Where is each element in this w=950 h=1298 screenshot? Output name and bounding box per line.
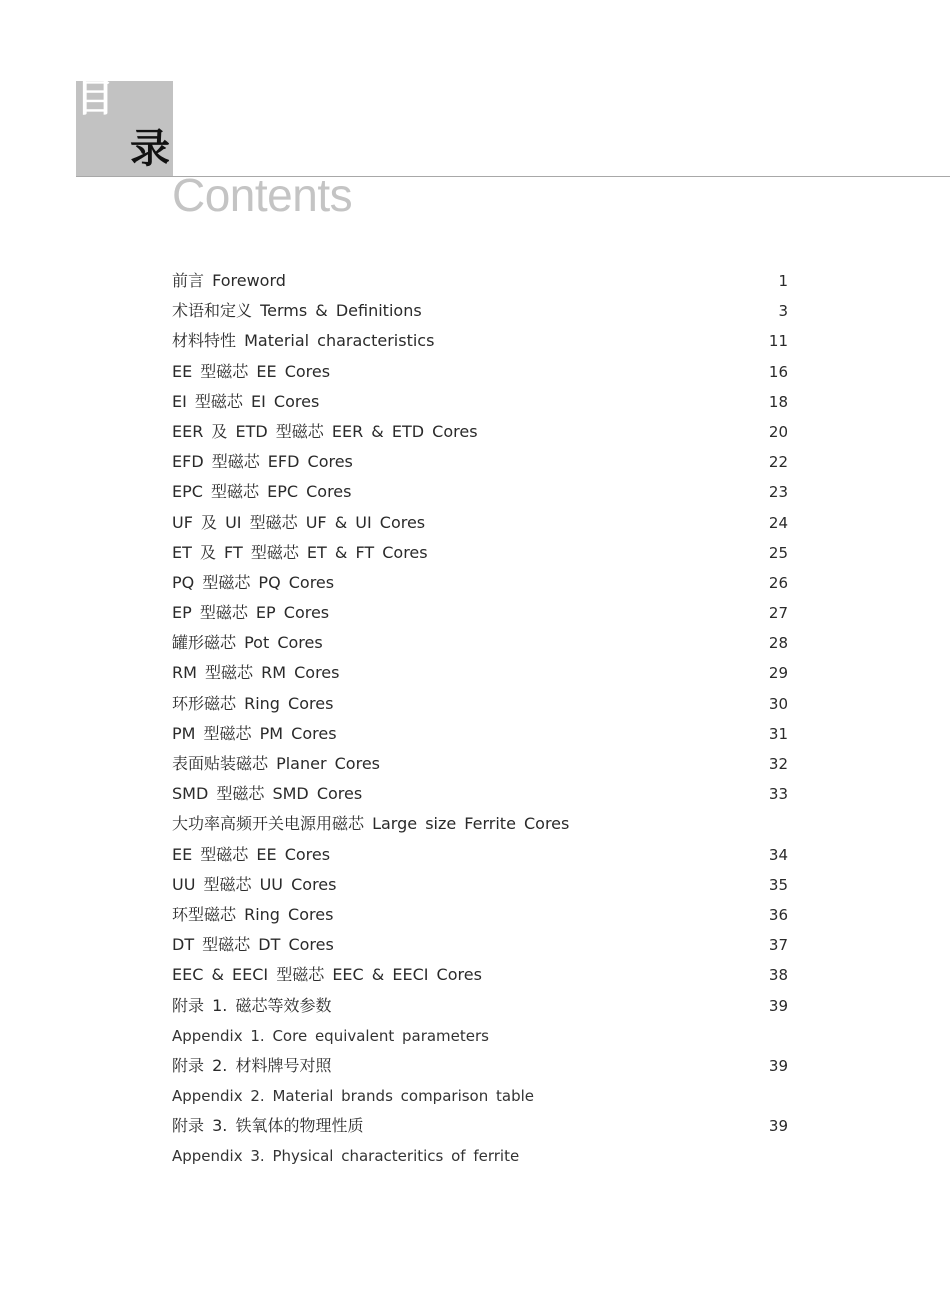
toc-entry[interactable]: [172, 689, 792, 719]
toc-entry-label: PQ 型磁芯 PQ Cores: [172, 572, 335, 592]
toc-entry[interactable]: [172, 719, 792, 749]
toc-entry[interactable]: [172, 749, 792, 779]
toc-entry[interactable]: [172, 960, 792, 990]
toc-entry-label: 环型磁芯 Ring Cores: [172, 904, 334, 924]
toc-entry-page: 36: [768, 905, 788, 924]
heading-char-mu: 目: [76, 78, 115, 118]
toc-entry-label: EI 型磁芯 EI Cores: [172, 391, 320, 411]
toc-entry-label: PM 型磁芯 PM Cores: [172, 723, 337, 743]
toc-entry[interactable]: [172, 1111, 792, 1141]
toc-entry[interactable]: [172, 870, 792, 900]
toc-entry-page: 39: [768, 1117, 788, 1136]
toc-entry[interactable]: [172, 779, 792, 809]
toc-entry[interactable]: [172, 296, 792, 326]
toc-entry-page: 37: [768, 936, 788, 955]
toc-entry-label: 术语和定义 Terms & Definitions: [172, 301, 422, 321]
toc-entry-page: 35: [768, 875, 788, 894]
toc-entry-label: EPC 型磁芯 EPC Cores: [172, 482, 352, 502]
toc-entry-page: 24: [768, 513, 788, 532]
toc-entry[interactable]: [172, 266, 792, 296]
toc-entry[interactable]: [172, 357, 792, 387]
toc-entry-page: 22: [768, 453, 788, 472]
toc-entry[interactable]: [172, 1021, 792, 1051]
toc-entry-label: EFD 型磁芯 EFD Cores: [172, 452, 353, 472]
toc-entry-label: Appendix 1. Core equivalent parameters: [172, 1026, 489, 1045]
toc-entry-page: 32: [768, 755, 788, 773]
toc-entry-label: 材料特性 Material characteristics: [172, 331, 435, 351]
toc-entry-label: Appendix 2. Material brands comparison table: [172, 1087, 534, 1106]
toc-entry-page: 26: [768, 573, 788, 592]
toc-entry-page: 39: [768, 996, 788, 1015]
toc-entry[interactable]: [172, 538, 792, 568]
toc-entry-page: 3: [778, 302, 788, 321]
table-of-contents: [172, 266, 792, 1172]
toc-entry[interactable]: [172, 658, 792, 688]
toc-entry-page: 1: [778, 272, 788, 290]
toc-entry-page: 39: [768, 1056, 788, 1075]
toc-entry-page: 38: [768, 966, 788, 985]
toc-entry-page: 11: [768, 332, 788, 351]
toc-entry[interactable]: [172, 1081, 792, 1111]
toc-entry-label: EE 型磁芯 EE Cores: [172, 361, 331, 381]
toc-entry-label: Appendix 3. Physical characteritics of ferrite: [172, 1147, 520, 1166]
toc-entry[interactable]: [172, 840, 792, 870]
toc-entry[interactable]: [172, 809, 792, 839]
toc-entry-label: EEC & EECI 型磁芯 EEC & EECI Cores: [172, 965, 482, 985]
toc-entry-label: 环形磁芯 Ring Cores: [172, 693, 334, 713]
toc-entry[interactable]: [172, 417, 792, 447]
toc-entry-page: 28: [768, 634, 788, 653]
toc-entry-label: EE 型磁芯 EE Cores: [172, 844, 331, 864]
toc-entry-label: ET 及 FT 型磁芯 ET & FT Cores: [172, 542, 428, 562]
toc-entry-label: DT 型磁芯 DT Cores: [172, 935, 334, 955]
toc-entry[interactable]: [172, 477, 792, 507]
toc-entry[interactable]: [172, 1141, 792, 1171]
toc-entry-label: 表面贴装磁芯 Planer Cores: [172, 754, 381, 773]
toc-entry[interactable]: [172, 930, 792, 960]
toc-entry[interactable]: [172, 326, 792, 356]
toc-entry-label: EER 及 ETD 型磁芯 EER & ETD Cores: [172, 421, 478, 441]
toc-entry[interactable]: [172, 568, 792, 598]
toc-entry[interactable]: [172, 1051, 792, 1081]
toc-entry-page: 31: [768, 724, 788, 743]
page-title: Contents: [172, 169, 353, 221]
toc-entry-page: 30: [768, 694, 788, 713]
toc-entry[interactable]: [172, 387, 792, 417]
toc-entry-label: UU 型磁芯 UU Cores: [172, 874, 337, 894]
toc-entry[interactable]: [172, 900, 792, 930]
toc-entry-label: 大功率高频开关电源用磁芯 Large size Ferrite Cores: [172, 814, 570, 834]
toc-entry-page: 18: [768, 392, 788, 411]
toc-entry-page: 16: [768, 362, 788, 381]
toc-entry-label: 前言 Foreword: [172, 271, 286, 290]
toc-entry-label: RM 型磁芯 RM Cores: [172, 663, 340, 683]
heading-char-lu: 录: [130, 126, 170, 172]
toc-entry[interactable]: [172, 447, 792, 477]
toc-entry[interactable]: [172, 991, 792, 1021]
toc-entry-label: 附录 3. 铁氧体的物理性质: [172, 1116, 364, 1136]
toc-entry-label: 附录 2. 材料牌号对照: [172, 1055, 332, 1075]
toc-entry-page: 29: [768, 664, 788, 683]
toc-entry[interactable]: [172, 508, 792, 538]
toc-entry-page: 27: [768, 604, 788, 623]
toc-entry-label: UF 及 UI 型磁芯 UF & UI Cores: [172, 512, 426, 532]
toc-entry[interactable]: [172, 598, 792, 628]
toc-entry-label: 罐形磁芯 Pot Cores: [172, 633, 323, 653]
toc-entry-label: 附录 1. 磁芯等效参数: [172, 995, 332, 1015]
toc-entry-page: 20: [768, 422, 788, 441]
toc-entry-page: 33: [768, 785, 788, 804]
toc-entry-label: SMD 型磁芯 SMD Cores: [172, 784, 363, 804]
toc-entry-page: 25: [768, 543, 788, 562]
toc-entry-page: 23: [768, 483, 788, 502]
toc-entry-page: 34: [768, 845, 788, 864]
toc-entry[interactable]: [172, 628, 792, 658]
toc-entry-label: EP 型磁芯 EP Cores: [172, 603, 330, 623]
